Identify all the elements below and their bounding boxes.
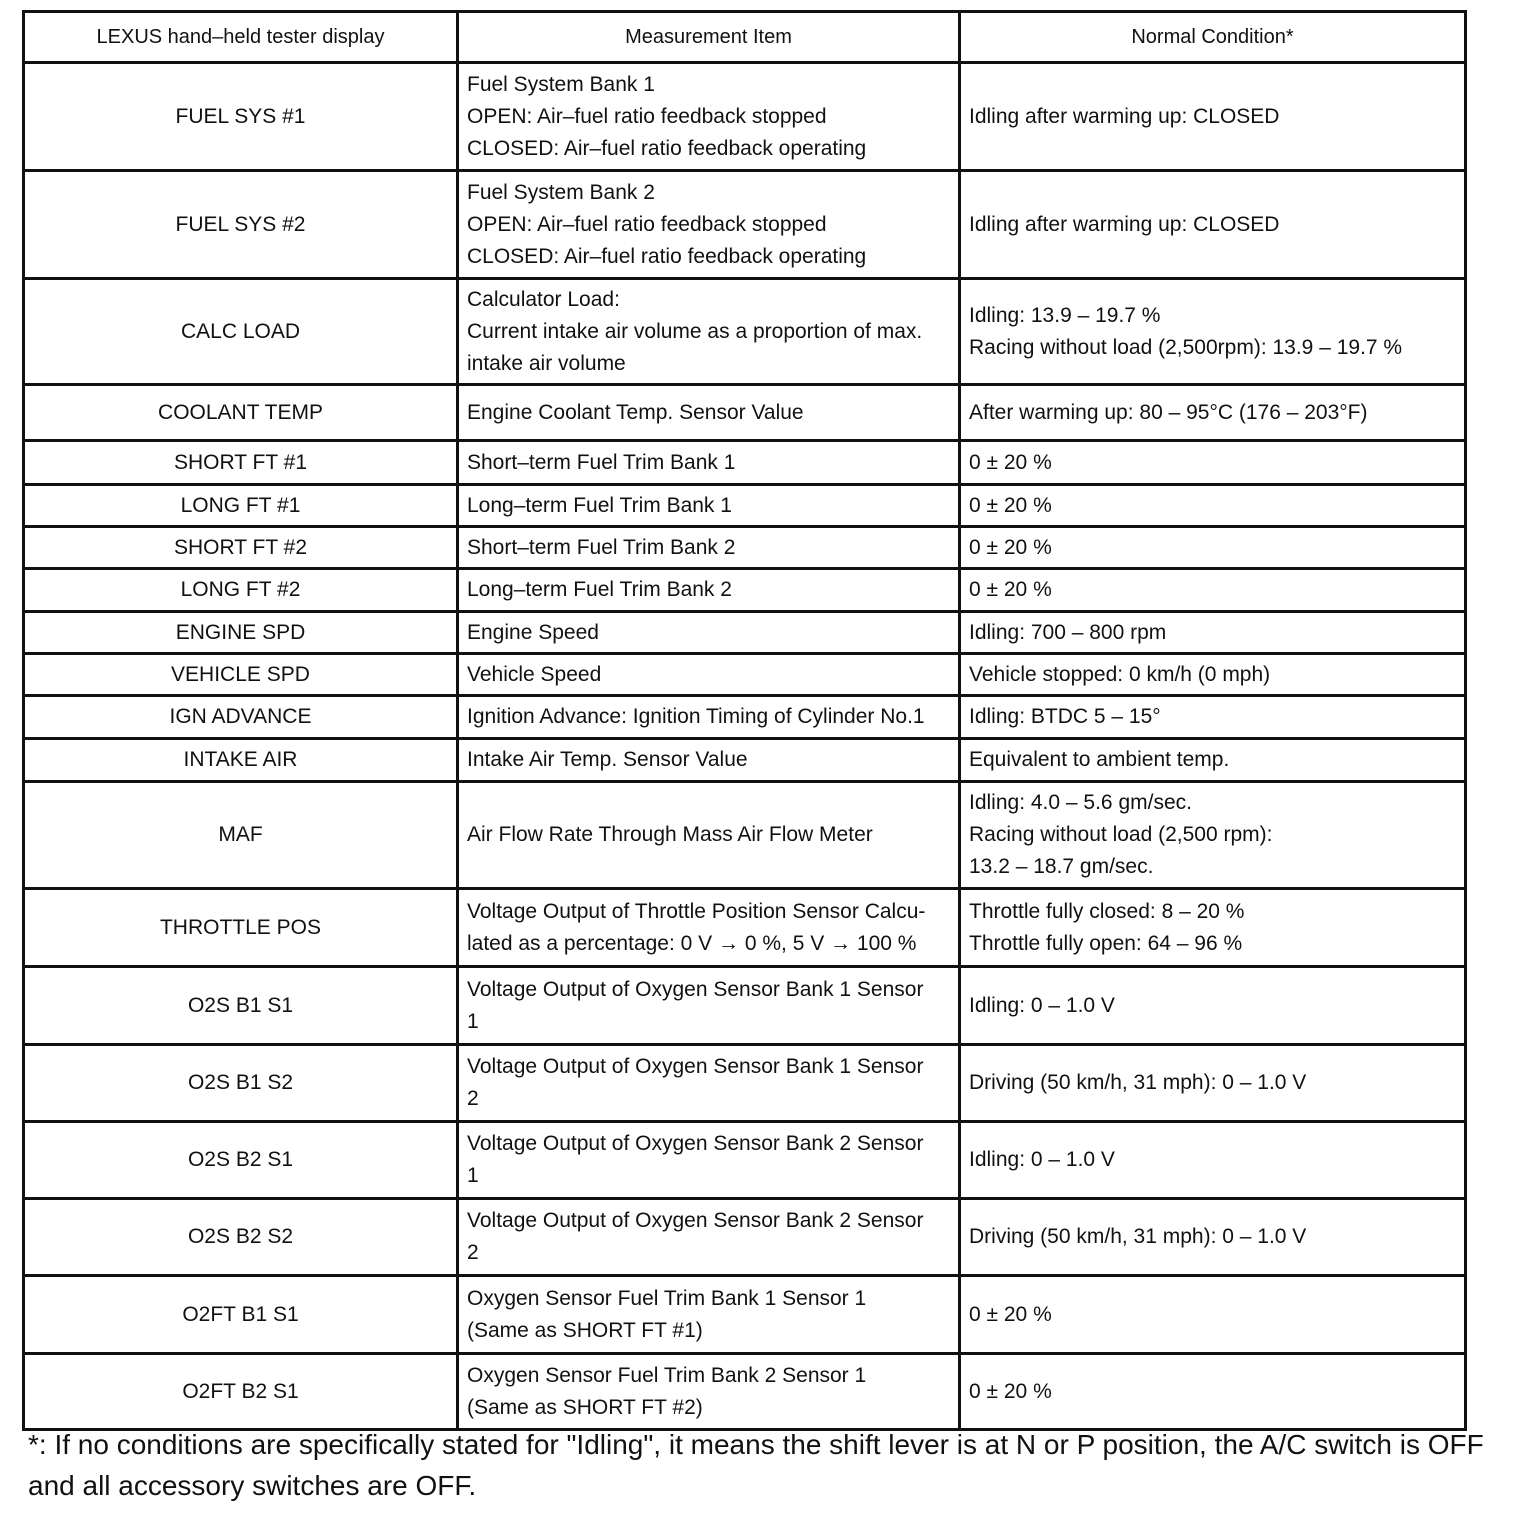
table-row bbox=[24, 612, 1466, 654]
cell-tester-display: SHORT FT #2 bbox=[24, 527, 458, 569]
cell-measurement-item bbox=[458, 527, 960, 569]
cell-normal-condition bbox=[960, 782, 1466, 889]
spec-table bbox=[22, 10, 1467, 1431]
cell-measurement-item bbox=[458, 967, 960, 1045]
cell-normal-condition bbox=[960, 654, 1466, 696]
condition-line: Driving (50 km/h, 31 mph): 0 – 1.0 V bbox=[969, 1225, 1307, 1248]
footnote: *: If no conditions are specifically stated for "Idling", it means the shift lever is at N or P position, the A/C switch is OFF and all accessory switches are OFF. bbox=[28, 1429, 1484, 1501]
cell-normal-condition bbox=[960, 279, 1466, 385]
cell-measurement-item bbox=[458, 1045, 960, 1122]
item-line: Fuel System Bank 1 bbox=[467, 72, 655, 96]
item-line: Oxygen Sensor Fuel Trim Bank 1 Sensor 1 bbox=[467, 1286, 867, 1310]
table-row bbox=[24, 782, 1466, 889]
cell-measurement-item bbox=[458, 441, 960, 485]
condition-line: After warming up: 80 – 95°C (176 – 203°F) bbox=[969, 400, 1368, 424]
cell-normal-condition bbox=[960, 1354, 1466, 1430]
header-normal-condition: Normal Condition* bbox=[960, 12, 1466, 63]
cell-normal-condition bbox=[960, 485, 1466, 527]
condition-line: Throttle fully open: 64 – 96 % bbox=[969, 931, 1243, 955]
cell-normal-condition bbox=[960, 1276, 1466, 1354]
header-row bbox=[24, 12, 1466, 63]
header-tester-display: LEXUS hand–held tester display bbox=[24, 12, 458, 63]
cell-measurement-item bbox=[458, 279, 960, 385]
condition-line: Idling: 700 – 800 rpm bbox=[969, 620, 1167, 644]
item-line: lated as a percentage: 0 V → 0 %, 5 V → 100 % bbox=[467, 931, 917, 955]
cell-measurement-item bbox=[458, 612, 960, 654]
item-line: Ignition Advance: Ignition Timing of Cylinder No.1 bbox=[467, 705, 925, 728]
item-line: 2 bbox=[467, 1241, 479, 1264]
item-line: Voltage Output of Oxygen Sensor Bank 2 Sensor bbox=[467, 1132, 924, 1155]
cell-normal-condition bbox=[960, 1122, 1466, 1199]
item-line: OPEN: Air–fuel ratio feedback stopped bbox=[467, 212, 827, 236]
item-line: Short–term Fuel Trim Bank 1 bbox=[467, 450, 736, 474]
cell-tester-display: O2FT B2 S1 bbox=[24, 1354, 458, 1430]
table-row bbox=[24, 385, 1466, 441]
cell-tester-display: MAF bbox=[24, 782, 458, 889]
cell-normal-condition bbox=[960, 385, 1466, 441]
table-header bbox=[24, 12, 1466, 63]
item-line: intake air volume bbox=[467, 351, 626, 375]
item-line: Intake Air Temp. Sensor Value bbox=[467, 748, 748, 771]
cell-measurement-item bbox=[458, 569, 960, 612]
item-line: Air Flow Rate Through Mass Air Flow Meter bbox=[467, 823, 873, 846]
cell-measurement-item bbox=[458, 739, 960, 782]
cell-tester-display: SHORT FT #1 bbox=[24, 441, 458, 485]
item-line: Current intake air volume as a proportion of max. bbox=[467, 319, 923, 343]
cell-measurement-item bbox=[458, 889, 960, 967]
item-line: (Same as SHORT FT #1) bbox=[467, 1318, 703, 1342]
table-row bbox=[24, 739, 1466, 782]
condition-line: Racing without load (2,500 rpm): bbox=[969, 823, 1273, 846]
cell-normal-condition bbox=[960, 171, 1466, 279]
condition-line: 0 ± 20 % bbox=[969, 1302, 1052, 1326]
condition-line: Idling after warming up: CLOSED bbox=[969, 104, 1280, 128]
table-row bbox=[24, 527, 1466, 569]
item-line: Long–term Fuel Trim Bank 2 bbox=[467, 578, 732, 601]
cell-normal-condition bbox=[960, 441, 1466, 485]
condition-line: Idling: 0 – 1.0 V bbox=[969, 993, 1115, 1017]
cell-normal-condition bbox=[960, 1199, 1466, 1276]
cell-measurement-item bbox=[458, 485, 960, 527]
item-line: 1 bbox=[467, 1009, 479, 1033]
cell-measurement-item bbox=[458, 1276, 960, 1354]
item-line: Engine Coolant Temp. Sensor Value bbox=[467, 400, 804, 424]
table-row bbox=[24, 1045, 1466, 1122]
cell-normal-condition bbox=[960, 739, 1466, 782]
cell-tester-display: LONG FT #1 bbox=[24, 485, 458, 527]
item-line: Long–term Fuel Trim Bank 1 bbox=[467, 493, 732, 517]
condition-line: Idling after warming up: CLOSED bbox=[969, 212, 1280, 236]
cell-normal-condition bbox=[960, 889, 1466, 967]
condition-line: Idling: 0 – 1.0 V bbox=[969, 1148, 1115, 1171]
condition-line: 0 ± 20 % bbox=[969, 450, 1052, 474]
item-line: Voltage Output of Oxygen Sensor Bank 1 Sensor bbox=[467, 1055, 924, 1078]
condition-line: Equivalent to ambient temp. bbox=[969, 748, 1230, 771]
cell-tester-display: CALC LOAD bbox=[24, 279, 458, 385]
cell-normal-condition bbox=[960, 63, 1466, 171]
condition-line: Idling: BTDC 5 – 15° bbox=[969, 705, 1161, 728]
table-row bbox=[24, 696, 1466, 739]
table-row bbox=[24, 1276, 1466, 1354]
item-line: Short–term Fuel Trim Bank 2 bbox=[467, 535, 736, 559]
item-line: Engine Speed bbox=[467, 620, 599, 644]
table-body bbox=[24, 63, 1466, 1430]
table-row bbox=[24, 569, 1466, 612]
condition-line: 0 ± 20 % bbox=[969, 578, 1052, 601]
item-line: Voltage Output of Throttle Position Sensor Calcu- bbox=[467, 899, 926, 923]
item-line: (Same as SHORT FT #2) bbox=[467, 1395, 703, 1419]
item-line: Voltage Output of Oxygen Sensor Bank 2 Sensor bbox=[467, 1209, 924, 1232]
cell-normal-condition bbox=[960, 527, 1466, 569]
condition-line: 13.2 – 18.7 gm/sec. bbox=[969, 855, 1154, 878]
condition-line: Idling: 13.9 – 19.7 % bbox=[969, 303, 1161, 327]
table-row bbox=[24, 889, 1466, 967]
cell-measurement-item bbox=[458, 1199, 960, 1276]
cell-tester-display: O2S B2 S1 bbox=[24, 1122, 458, 1199]
item-line: CLOSED: Air–fuel ratio feedback operating bbox=[467, 136, 867, 160]
item-line: Fuel System Bank 2 bbox=[467, 180, 655, 204]
cell-tester-display: O2S B1 S1 bbox=[24, 967, 458, 1045]
cell-tester-display: ENGINE SPD bbox=[24, 612, 458, 654]
table-row bbox=[24, 1354, 1466, 1430]
cell-tester-display: COOLANT TEMP bbox=[24, 385, 458, 441]
condition-line: 0 ± 20 % bbox=[969, 493, 1052, 517]
cell-tester-display: O2S B1 S2 bbox=[24, 1045, 458, 1122]
cell-measurement-item bbox=[458, 63, 960, 171]
table-row bbox=[24, 63, 1466, 171]
header-measurement-item: Measurement Item bbox=[458, 12, 960, 63]
cell-normal-condition bbox=[960, 1045, 1466, 1122]
cell-measurement-item bbox=[458, 1122, 960, 1199]
item-line: CLOSED: Air–fuel ratio feedback operating bbox=[467, 244, 867, 268]
table-row bbox=[24, 441, 1466, 485]
cell-measurement-item bbox=[458, 385, 960, 441]
cell-measurement-item bbox=[458, 171, 960, 279]
cell-normal-condition bbox=[960, 696, 1466, 739]
table-row bbox=[24, 654, 1466, 696]
condition-line: Driving (50 km/h, 31 mph): 0 – 1.0 V bbox=[969, 1071, 1307, 1094]
item-line: Calculator Load: bbox=[467, 287, 620, 311]
cell-measurement-item bbox=[458, 1354, 960, 1430]
cell-tester-display: THROTTLE POS bbox=[24, 889, 458, 967]
cell-normal-condition bbox=[960, 967, 1466, 1045]
cell-measurement-item bbox=[458, 654, 960, 696]
condition-line: Racing without load (2,500rpm): 13.9 – 19.7 % bbox=[969, 335, 1403, 359]
table-row bbox=[24, 279, 1466, 385]
item-line: 2 bbox=[467, 1087, 479, 1110]
cell-tester-display: FUEL SYS #1 bbox=[24, 63, 458, 171]
condition-line: Throttle fully closed: 8 – 20 % bbox=[969, 899, 1245, 923]
condition-line: 0 ± 20 % bbox=[969, 535, 1052, 559]
cell-normal-condition bbox=[960, 612, 1466, 654]
cell-normal-condition bbox=[960, 569, 1466, 612]
condition-line: Vehicle stopped: 0 km/h (0 mph) bbox=[969, 662, 1271, 686]
cell-tester-display: LONG FT #2 bbox=[24, 569, 458, 612]
table-row bbox=[24, 1122, 1466, 1199]
cell-measurement-item bbox=[458, 696, 960, 739]
condition-line: 0 ± 20 % bbox=[969, 1379, 1052, 1403]
table-row bbox=[24, 171, 1466, 279]
cell-tester-display: O2FT B1 S1 bbox=[24, 1276, 458, 1354]
table-row bbox=[24, 485, 1466, 527]
cell-tester-display: O2S B2 S2 bbox=[24, 1199, 458, 1276]
cell-measurement-item bbox=[458, 782, 960, 889]
cell-tester-display: FUEL SYS #2 bbox=[24, 171, 458, 279]
item-line: Oxygen Sensor Fuel Trim Bank 2 Sensor 1 bbox=[467, 1363, 867, 1387]
cell-tester-display: INTAKE AIR bbox=[24, 739, 458, 782]
condition-line: Idling: 4.0 – 5.6 gm/sec. bbox=[969, 791, 1192, 814]
item-line: 1 bbox=[467, 1164, 479, 1187]
table-row bbox=[24, 967, 1466, 1045]
cell-tester-display: VEHICLE SPD bbox=[24, 654, 458, 696]
item-line: Vehicle Speed bbox=[467, 662, 602, 686]
item-line: Voltage Output of Oxygen Sensor Bank 1 Sensor bbox=[467, 977, 924, 1001]
cell-tester-display: IGN ADVANCE bbox=[24, 696, 458, 739]
table-row bbox=[24, 1199, 1466, 1276]
item-line: OPEN: Air–fuel ratio feedback stopped bbox=[467, 104, 827, 128]
